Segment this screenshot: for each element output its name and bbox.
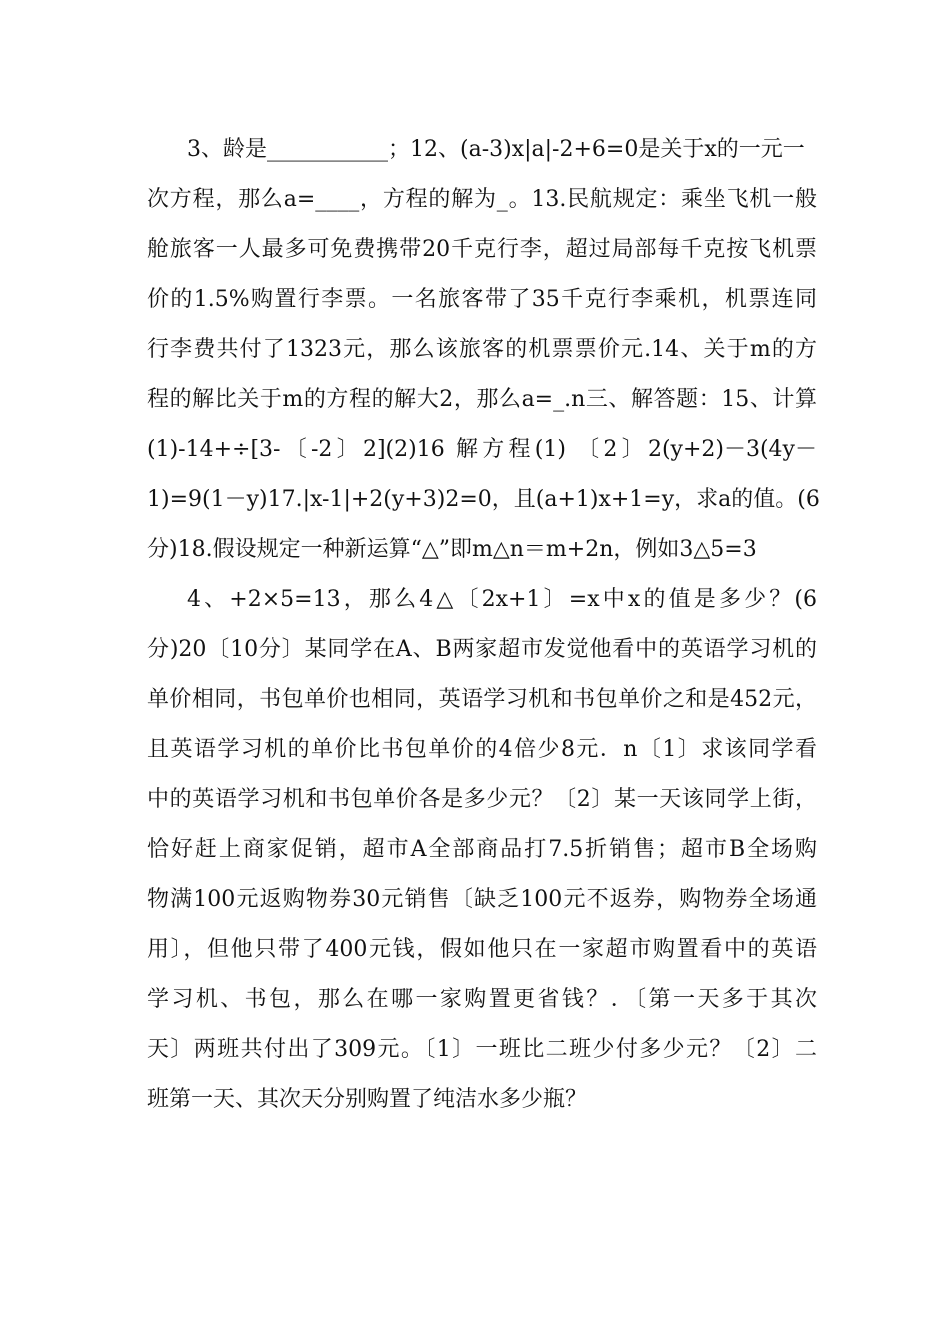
text-line: 行李费共付了1323元，那么该旅客的机票票价元.14、关于m的方: [147, 337, 817, 362]
text-line: 学习机、书包，那么在哪一家购置更省钱？．〔第一天多于其次: [147, 987, 817, 1012]
text-line: 价的1.5%购置行李票。一名旅客带了35千克行李乘机，机票连同: [147, 287, 817, 312]
text-line: 班第一天、其次天分别购置了纯洁水多少瓶？: [147, 1087, 588, 1112]
text-line: 分)18.假设规定一种新运算“△”即m△n＝m+2n，例如3△5=3: [147, 537, 757, 562]
text-line: 用〕，但他只带了400元钱，假如他只在一家超市购置看中的英语: [147, 937, 817, 962]
text-line: 恰好赶上商家促销，超市A全部商品打7.5折销售；超市B全场购: [147, 837, 817, 862]
text-line: 舱旅客一人最多可免费携带20千克行李，超过局部每千克按飞机票: [147, 237, 817, 262]
text-line: 分)20〔10分〕某同学在A、B两家超市发觉他看中的英语学习机的: [147, 637, 817, 662]
text-line: 次方程，那么a=____，方程的解为_。13.民航规定：乘坐飞机一般: [147, 187, 817, 212]
text-line: 1)=9(1－y)17.|x-1|+2(y+3)2=0，且(a+1)x+1=y，求a的值。(6: [147, 487, 820, 512]
text-line: 程的解比关于m的方程的解大2，那么a=_.n三、解答题：15、计算: [147, 387, 817, 412]
text-line: 3、龄是___________；12、(a-3)x|a|-2+6=0是关于x的一元一: [187, 137, 805, 162]
text-line: (1)-14+÷[3-〔-2〕2](2)16 解方程(1) 〔2〕2(y+2)－3(4y－: [147, 437, 817, 462]
text-line: 中的英语学习机和书包单价各是多少元？〔2〕某一天该同学上街，: [147, 787, 817, 812]
text-line: 天〕两班共付出了309元。〔1〕一班比二班少付多少元？〔2〕二: [147, 1037, 817, 1062]
text-line: 且英语学习机的单价比书包单价的4倍少8元．n〔1〕求该同学看: [147, 737, 817, 762]
text-line: 4、+2×5=13，那么4△〔2x+1〕=x中x的值是多少？(6: [187, 587, 817, 612]
text-line: 物满100元返购物券30元销售〔缺乏100元不返券，购物券全场通: [147, 887, 817, 912]
text-line: 单价相同，书包单价也相同，英语学习机和书包单价之和是452元，: [147, 687, 817, 712]
